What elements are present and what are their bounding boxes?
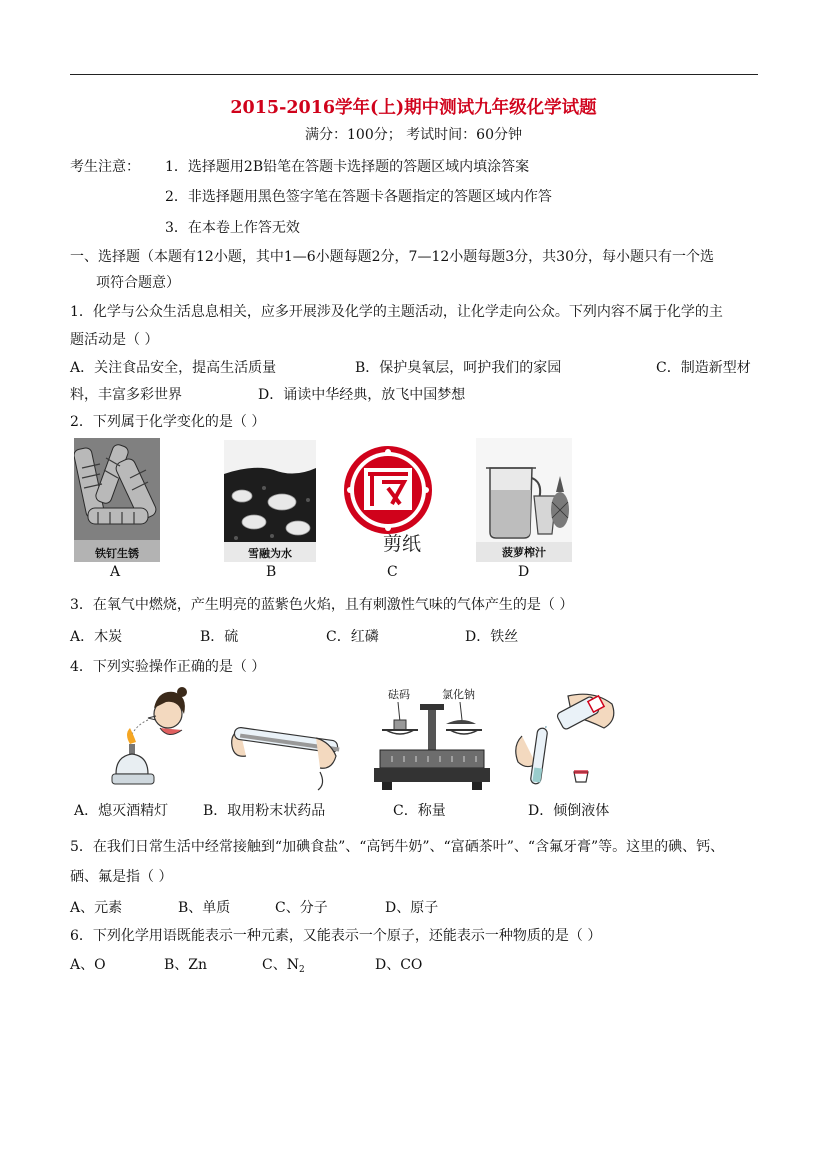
q6-option-c-subscript: 2	[298, 965, 305, 975]
q1-stem-cont: 题活动是（ ）	[70, 332, 159, 348]
q4-stem: 4．下列实验操作正确的是（ ）	[70, 659, 266, 675]
top-rule	[70, 74, 758, 75]
section-heading: 一、选择题（本题有12小题，其中1—6小题每题2分，7—12小题每题3分，共30分，每小题只有一个选	[70, 249, 714, 265]
q4-caption-a: A．熄灭酒精灯	[74, 803, 169, 819]
section-heading-cont: 项符合题意）	[96, 275, 180, 291]
pour-liquid-image	[508, 690, 620, 796]
paper-cut-image	[342, 438, 438, 562]
q2-stem: 2．下列属于化学变化的是（ ）	[70, 414, 266, 430]
q5-option-c: C、分子	[275, 900, 328, 916]
exam-info: 满分：100分； 考试时间：60分钟	[305, 127, 522, 143]
image-b-label: 雪融为水	[248, 547, 292, 560]
q6-option-a: A、O	[70, 957, 106, 973]
option-a-label: A	[110, 564, 121, 580]
q4-caption-c: C．称量	[393, 803, 446, 819]
pineapple-juice-image	[476, 438, 572, 562]
q1-option-c-cont: 料，丰富多彩世界	[70, 387, 182, 403]
notice-item-1: 1．选择题用2B铅笔在答题卡选择题的答题区域内填涂答案	[165, 159, 530, 175]
blow-out-lamp-image	[108, 684, 200, 796]
q5-stem: 5．在我们日常生活中经常接触到“加碘食盐”、“高钙牛奶”、“富硒茶叶”、“含氟牙膏”等。这里的碘、钙、	[70, 839, 725, 855]
image-a-label: 铁钉生锈	[95, 547, 139, 560]
melting-snow-image	[224, 440, 316, 562]
q1-option-a: A．关注食品安全，提高生活质量	[70, 360, 277, 376]
powder-test-tube-image	[220, 712, 350, 792]
q1-option-c: C．制造新型材	[656, 360, 751, 376]
weights-label: 砝码	[388, 688, 410, 701]
q6-stem: 6．下列化学用语既能表示一种元素，又能表示一个原子，还能表示一种物质的是（ ）	[70, 928, 602, 944]
q1-option-d: D．诵读中华经典，放飞中国梦想	[258, 387, 466, 403]
option-b-label: B	[266, 564, 277, 580]
option-c-label: C	[387, 564, 398, 580]
q6-option-b: B、Zn	[164, 957, 208, 973]
nacl-label: 氯化钠	[442, 688, 475, 701]
q3-option-c: C．红磷	[326, 629, 379, 645]
notice-item-3: 3．在本卷上作答无效	[165, 220, 300, 236]
option-d-label: D	[518, 564, 530, 580]
q1-option-b: B．保护臭氧层，呵护我们的家园	[355, 360, 562, 376]
q4-caption-b: B．取用粉末状药品	[203, 803, 326, 819]
q6-option-d: D、CO	[375, 957, 423, 973]
image-d-label: 菠萝榨汁	[502, 546, 546, 559]
q3-option-a: A．木炭	[70, 629, 123, 645]
page-title: 2015-2016学年(上)期中测试九年级化学试题	[230, 98, 597, 118]
q5-option-d: D、原子	[385, 900, 439, 916]
q5-option-a: A、元素	[70, 900, 123, 916]
q6-option-c	[262, 954, 305, 975]
balance-image	[372, 686, 494, 794]
rusty-nails-image	[74, 438, 160, 562]
q6-option-c-text: C、N	[262, 957, 299, 973]
image-c-label: 剪纸	[382, 533, 422, 555]
q3-option-d: D．铁丝	[465, 629, 519, 645]
notice-item-2: 2．非选择题用黑色签字笔在答题卡各题指定的答题区域内作答	[165, 189, 552, 205]
q3-option-b: B．硫	[200, 629, 239, 645]
q5-option-b: B、单质	[178, 900, 231, 916]
notice-label: 考生注意：	[70, 159, 140, 175]
q3-stem: 3．在氧气中燃烧，产生明亮的蓝紫色火焰，且有刺激性气味的气体产生的是（ ）	[70, 597, 574, 613]
q4-caption-d: D．倾倒液体	[528, 803, 610, 819]
q1-stem: 1．化学与公众生活息息相关，应多开展涉及化学的主题活动，让化学走向公众。下列内容不属于化学的主	[70, 304, 723, 320]
q5-stem-cont: 硒、氟是指（ ）	[70, 869, 173, 885]
